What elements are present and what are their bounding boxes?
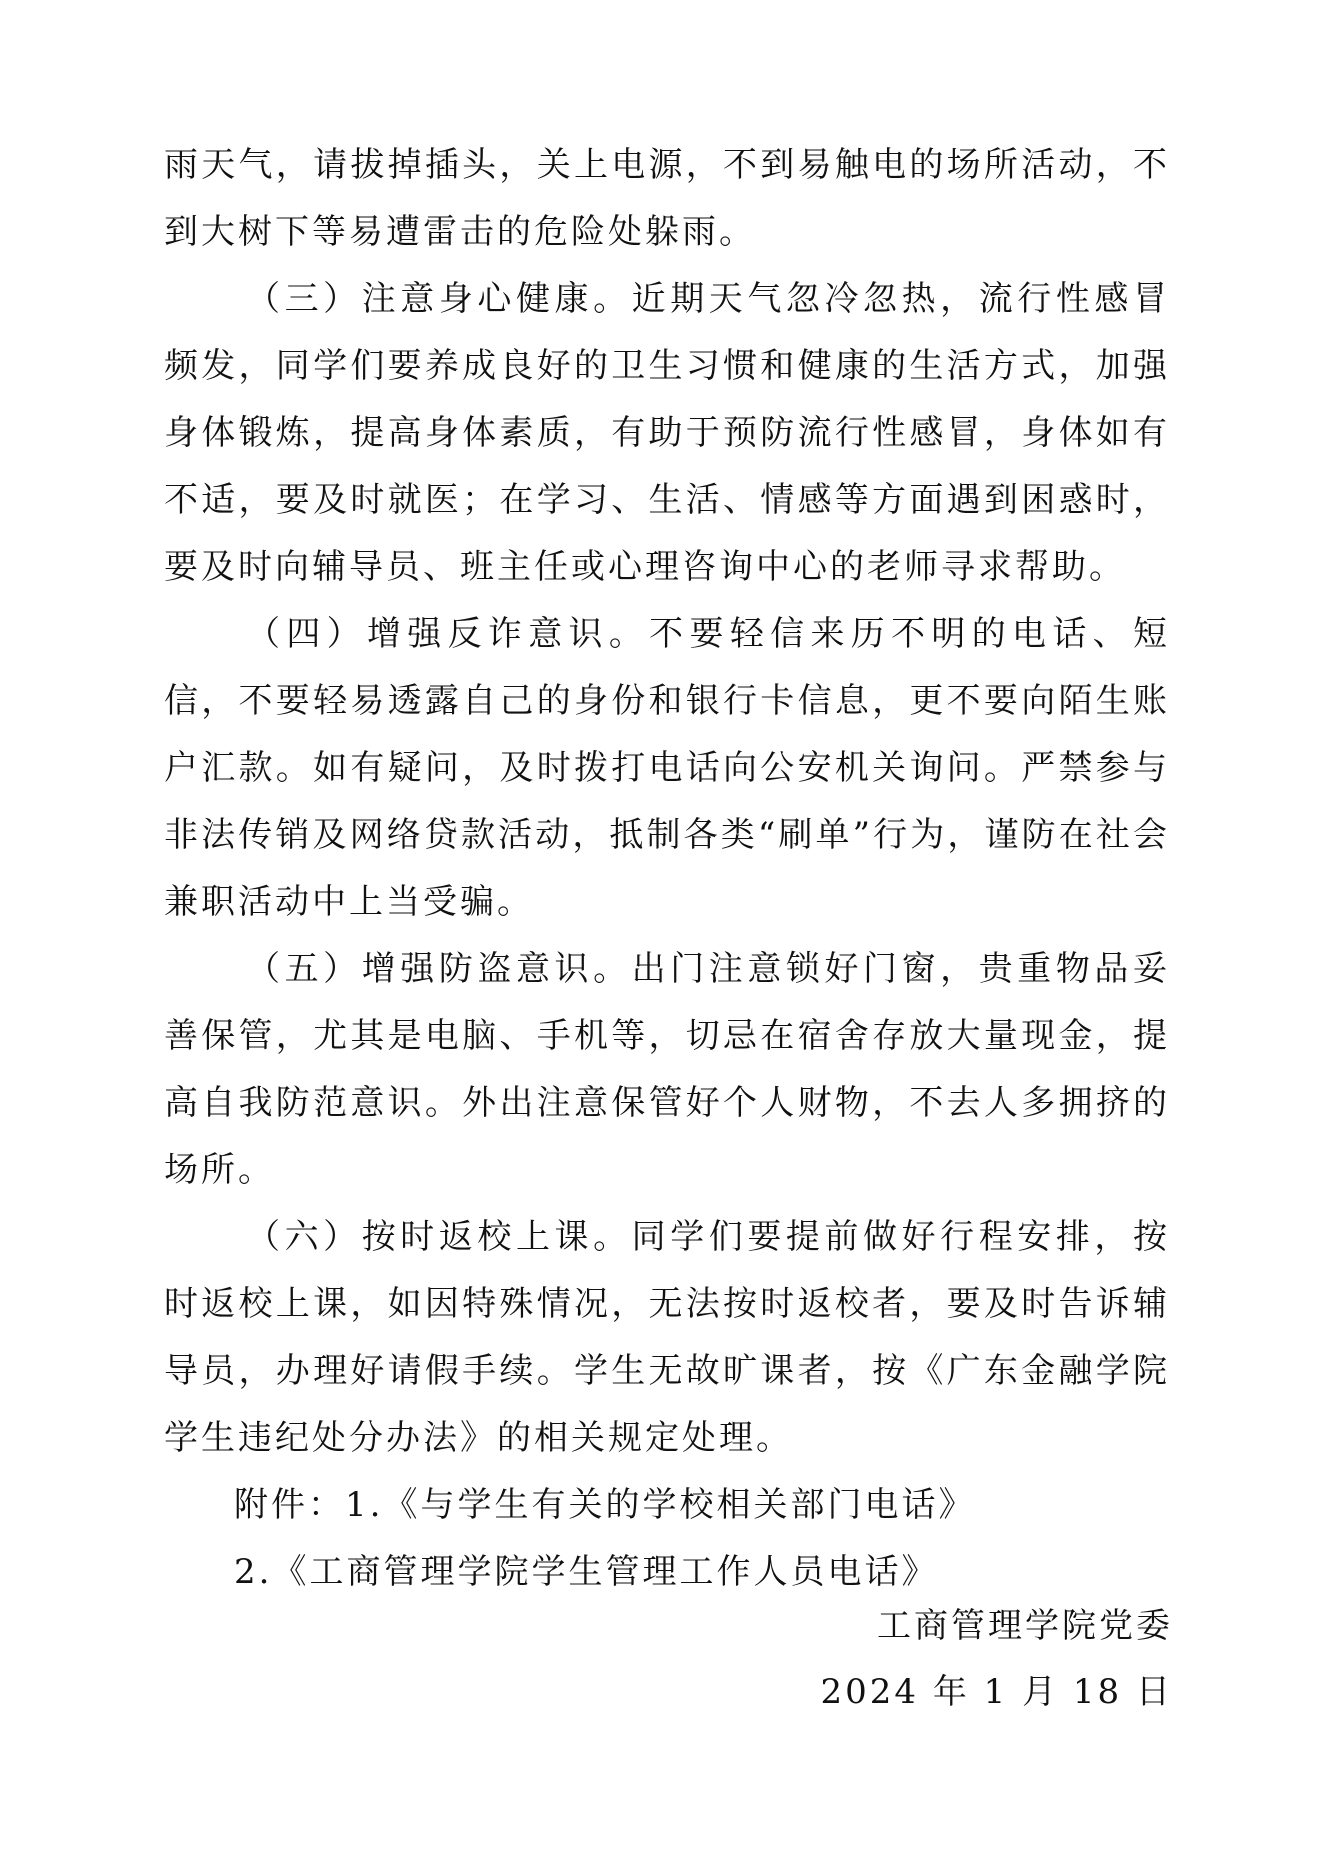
paragraph-anti-theft: （五）增强防盗意识。出门注意锁好门窗，贵重物品妥善保管，尤其是电脑、手机等，切忌在宿舍存放大量现金，提高自我防范意识。外出注意保管好个人财物，不去人多拥挤的场所。 [164, 949, 1170, 1190]
signature-organization: 工商管理学院党委 [877, 1606, 1173, 1646]
signature-date: 2024 年 1 月 18 日 [820, 1672, 1173, 1712]
paragraph-return-school: （六）按时返校上课。同学们要提前做好行程安排，按时返校上课，如因特殊情况，无法按时返校者，要及时告诉辅导员，办理好请假手续。学生无故旷课者，按《广东金融学院学生违纪处分办法》的相关规定处理。 [164, 1217, 1170, 1458]
attachment-1: 附件：1.《与学生有关的学校相关部门电话》 [234, 1485, 976, 1525]
attachment-2: 2.《工商管理学院学生管理工作人员电话》 [234, 1552, 939, 1592]
paragraph-continuation: 雨天气，请拔掉插头，关上电源，不到易触电的场所活动，不到大树下等易遭雷击的危险处躲雨。 [164, 145, 1170, 252]
document-body [164, 132, 1170, 1606]
paragraph-anti-fraud: （四）增强反诈意识。不要轻信来历不明的电话、短信，不要轻易透露自己的身份和银行卡信息，更不要向陌生账户汇款。如有疑问，及时拨打电话向公安机关询问。严禁参与非法传销及网络贷款活动，抵制各类“刷单”行为，谨防在社会兼职活动中上当受骗。 [164, 614, 1170, 922]
paragraph-health: （三）注意身心健康。近期天气忽冷忽热，流行性感冒频发，同学们要养成良好的卫生习惯和健康的生活方式，加强身体锻炼，提高身体素质，有助于预防流行性感冒，身体如有不适，要及时就医；在学习、生活、情感等方面遇到困惑时，要及时向辅导员、班主任或心理咨询中心的老师寻求帮助。 [164, 279, 1170, 587]
